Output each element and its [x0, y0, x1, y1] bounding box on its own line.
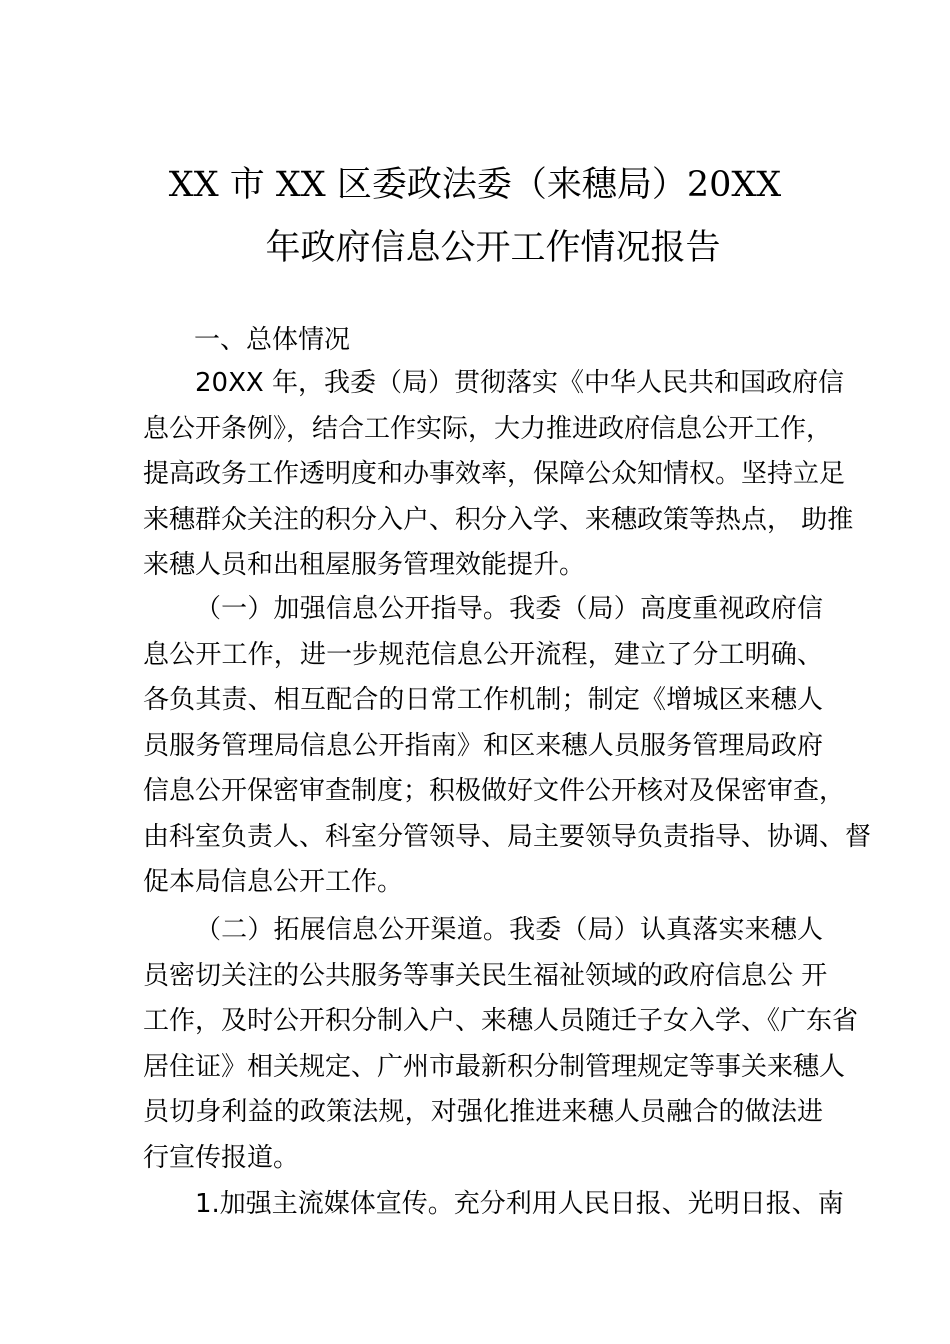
- paragraph-line: 来穗群众关注的积分入户、积分入学、来穗政策等热点， 助推: [143, 504, 854, 535]
- document-title-line-2: 年政府信息公开工作情况报告: [265, 228, 721, 268]
- paragraph-line: 员服务管理局信息公开指南》和区来穗人员服务管理局政府: [143, 730, 823, 761]
- paragraph-line: （二）拓展信息公开渠道。我委（局）认真落实来穗人: [195, 915, 823, 945]
- paragraph-line: 信息公开保密审查制度；积极做好文件公开核对及保密审查，: [143, 776, 846, 806]
- paragraph-line: 息公开工作，进一步规范信息公开流程，建立了分工明确、: [143, 639, 823, 670]
- document-title-line-1: XX 市 XX 区委政法委（来穗局）20XX: [168, 165, 782, 205]
- paragraph-media: [143, 1182, 844, 1228]
- paragraph-line: 各负其责、相互配合的日常工作机制；制定《增城区来穗人: [143, 685, 823, 715]
- paragraph-line: 行宣传报道。: [143, 1142, 300, 1173]
- section-heading: 一、总体情况: [194, 325, 351, 355]
- paragraph-overview: [143, 361, 854, 589]
- paragraph-line: 促本局信息公开工作。: [143, 867, 404, 897]
- paragraph-line: （一）加强信息公开指导。我委（局）高度重视政府信: [195, 594, 823, 624]
- paragraph-line: 1.加强主流媒体宣传。充分利用人民日报、光明日报、南: [195, 1189, 844, 1219]
- paragraph-line: 息公开条例》，结合工作实际，大力推进政府信息公开工作，: [143, 413, 833, 444]
- paragraph-line: 提高政务工作透明度和办事效率，保障公众知情权。坚持立足: [143, 459, 846, 489]
- paragraph-line: 居住证》相关规定、广州市最新积分制管理规定等事关来穗人: [143, 1051, 846, 1082]
- paragraph-line: 由科室负责人、科室分管领导、局主要领导负责指导、协调、督: [143, 821, 872, 852]
- paragraph-line: 员切身利益的政策法规，对强化推进来穗人员融合的做法进: [143, 1097, 823, 1127]
- paragraph-line: 工作，及时公开积分制入户、来穗人员随迁子女入学、《广东省: [143, 1006, 859, 1036]
- paragraph-line: 员密切关注的公共服务等事关民生福祉领域的政府信息公 开: [143, 960, 828, 991]
- paragraph-line: 20XX 年，我委（局）贯彻落实《中华人民共和国政府信: [195, 368, 844, 398]
- paragraph-line: 来穗人员和出租屋服务管理效能提升。: [143, 550, 586, 580]
- paragraph-channels: [143, 908, 859, 1181]
- paragraph-guidance: [143, 587, 872, 906]
